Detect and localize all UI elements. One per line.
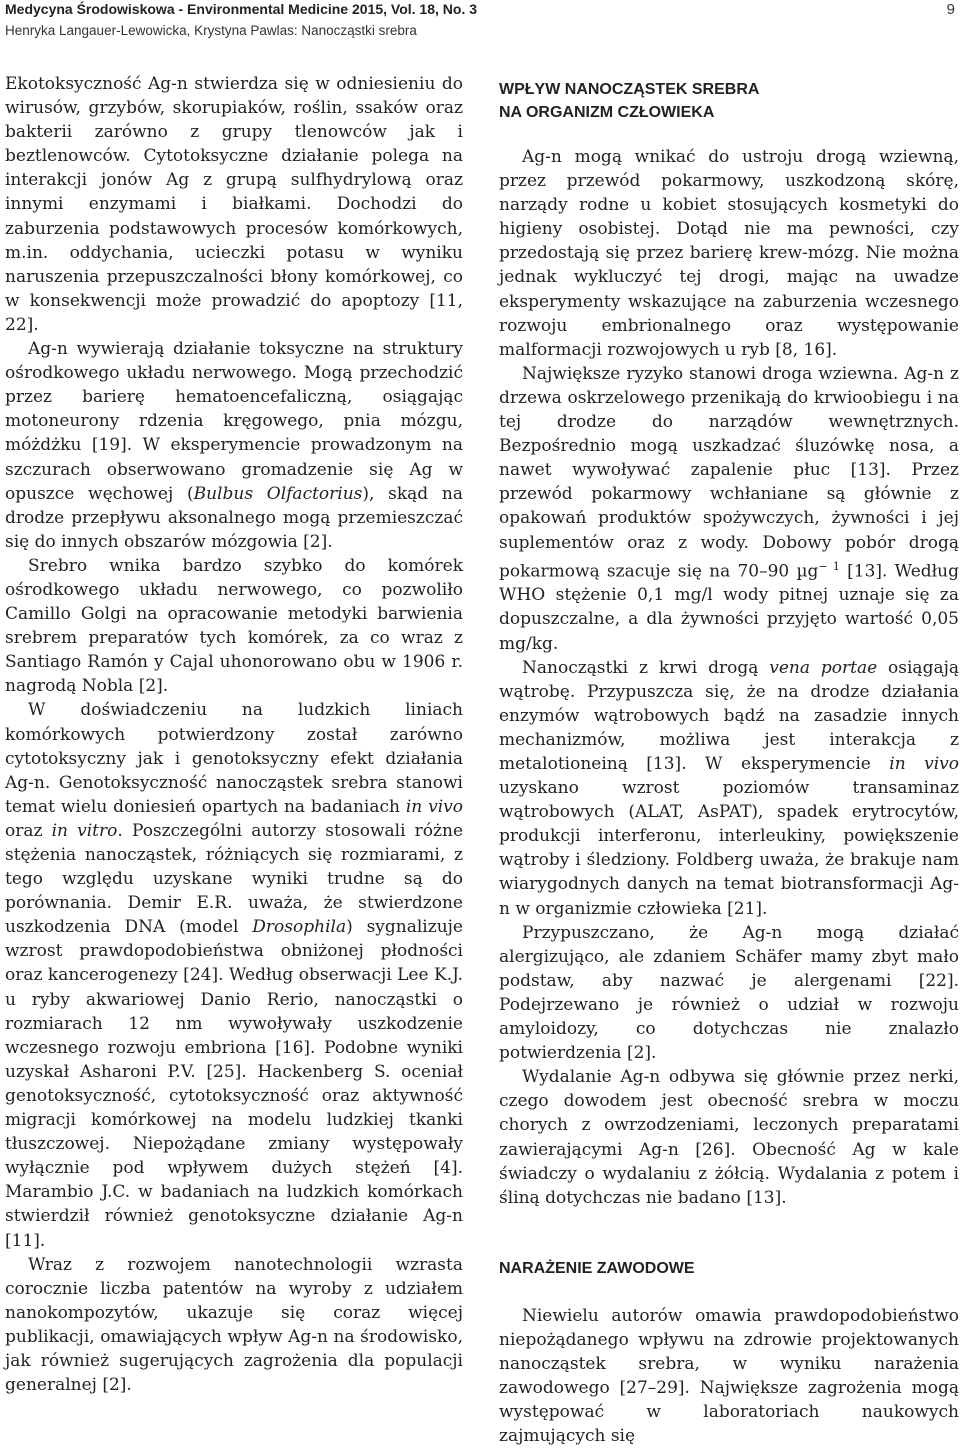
- paragraph-golgi: Srebro wnika bardzo szybko do komórek ośrodkowego układu nerwowego, co pozwoliło Camillo Golgi na opracowanie metodyki barwienia srebrem preparatów tych komórek, za co wraz z Santiago Ramón y Cajal uhonorowano obu w 1906 r. nagrodą Nobla [2].: [5, 555, 463, 697]
- paragraph-occupational: Niewielu autorów omawia prawdopodobieństwo niepożądanego wpływu na zdrowie projektowanych nanocząstek srebra, w wyniku narażenia zawodowego [27–29]. Największe zagrożenia mogą występować w laboratoriach naukowych zajmujących się: [499, 1305, 959, 1447]
- journal-title: Medycyna Środowiskowa - Environmental Medicine 2015, Vol. 18, No. 3: [5, 1, 477, 17]
- paragraph-routes: Ag-n mogą wnikać do ustroju drogą wziewną, przez przewód pokarmowy, uszkodzoną skórę, narządy rodne u kobiet stosujących kosmetyki do higieny osobistej. Dotąd nie ma pewności, czy przedostają się przez barierę krew-mózg. Nie można jednak wykluczyć tej drogi, mając na uwadze eksperymenty wskazujące na zaburzenia wczesnego rozwoju embrionalnego oraz występowanie malformacji rozwojowych u ryb [8, 16].: [499, 147, 959, 360]
- paragraph-allergy: Przypuszczano, że Ag-n mogą działać alergizująco, ale zdaniem Schäfer mamy zbyt mało podstaw, aby nazwać je alergenami [22]. Podejrzewano je również o udział w rozwoju amyloidozy, co dotychczas nie znalazło potwierdzenia [2].: [499, 922, 959, 1064]
- section-heading-effects: WPŁYW NANOCZĄSTEK SREBRA NA ORGANIZM CZŁOWIEKA: [499, 81, 760, 121]
- left-column: [5, 72, 463, 1397]
- paragraph-genotoxicity: W doświadczeniu na ludzkich liniach komórkowych potwierdzony został zarówno cytotoksyczny jak i genotoksyczny efekt działania Ag-n. Genotoksyczność nanocząstek srebra stanowi temat wielu doniesień opartych na badaniach in vivo oraz in vitro. Poszczególni autorzy stosowali różne stężenia nanocząstek, różniących się rozmiarami, z tego względu uzyskane wyniki trudne są do porównania. Demir E.R. uważa, że stwierdzone uszkodzenia DNA (model Drosophila) sygnalizuje wzrost prawdopodobieństwa obniżonej płodności oraz kancerogenezy [24]. Według obserwacji Lee K.J. u ryby akwariowej Danio Rerio, nanocząstki o rozmiarach 12 nm wywoływały uszkodzenie wczesnego rozwoju embriona [16]. Podobne wyniki uzyskał Asharoni P.V. [25]. Hackenberg S. oceniał genotoksyczność, cytotoksyczność oraz aktywność migracji komórkowej na modelu ludzkiej tkanki tłuszczowej. Niepożądane zmiany występowały wyłącznie pod wpływem dużych stężeń [4]. Marambio J.C. w badaniach na ludzkich komórkach stwierdził również genotoksyczne działanie Ag-n [11].: [5, 700, 464, 1251]
- right-column: [499, 72, 959, 1448]
- page-header: [5, 0, 955, 44]
- page-number: 9: [946, 1, 955, 18]
- section-heading-occupational: NARAŻENIE ZAWODOWE: [499, 1259, 695, 1277]
- paragraph-liver: Nanocząstki z krwi drogą vena portae osiągają wątrobę. Przypuszcza się, że na drodze działania enzymów wątrobowych bądź na zasadzie innych mechanizmów, możliwa jest interakcja z metalotioneiną [13]. W eksperymencie in vivo uzyskano wzrost poziomów transaminaz wątrobowych (ALAT, AsPAT), spadek erytrocytów, produkcji interferonu, interleukiny, powiększenie wątroby i śledziony. Foldberg uważa, że brakuje nam wiarygodnych danych na temat biotransformacji Ag-n w organizmie człowieka [21].: [499, 657, 960, 919]
- paragraph-nanotechnology: Wraz z rozwojem nanotechnologii wzrasta corocznie liczba patentów na wyroby z udziałem nanokompozytów, ukazuje się coraz więcej publikacji, omawiających wpływ Ag-n na środowisko, jak również sugerujących zagrożenia dla populacji generalnej [2].: [5, 1254, 463, 1396]
- running-authors-title: Henryka Langauer-Lewowicka, Krystyna Pawlas: Nanocząstki srebra: [5, 23, 417, 38]
- paragraph-nervous-system: Ag-n wywierają działanie toksyczne na struktury ośrodkowego układu nerwowego. Mogą przechodzić przez barierę hematoencefaliczną, osiągając motoneurony rdzenia kręgowego, pnia mózgu, móżdżku [19]. W eksperymencie prowadzonym na szczurach obserwowano gromadzenie się Ag w opuszce węchowej (Bulbus Olfactorius), skąd na drodze przepływu aksonalnego mogą przemieszczać się do innych obszarów mózgowia [2].: [5, 339, 463, 552]
- paragraph-inhalation: Największe ryzyko stanowi droga wziewna. Ag-n z drzewa oskrzelowego przenikają do krwioobiegu i na tej drodze do narządów wewnętrznych. Bezpośrednio mogą uszkadzać śluzówkę nosa, a nawet wywoływać zapalenie płuc [13]. Przez przewód pokarmowy wchłaniane są głównie z opakowań produktów spożywczych, żywności i jej suplementów oraz z wody. Dobowy pobór drogą pokarmową szacuje się na 70–90 µg$^{- 1}$ [13]. Według WHO stężenie 0,1 mg/l wody pitnej uznaje się za dopuszczalne, a dla żywności przyjęto wartość 0,05 mg/kg.: [499, 363, 960, 654]
- paragraph-excretion: Wydalanie Ag-n odbywa się głównie przez nerki, czego dowodem jest obecność srebra w moczu chorych z owrzodzeniami, leczonych preparatami zawierającymi Ag-n [26]. Obecność Ag w kale świadczy o wydalaniu z żółcią. Wydalania z potem i śliną dotychczas nie badano [13].: [499, 1067, 959, 1208]
- paragraph-ecotoxicity: Ekotoksyczność Ag-n stwierdza się w odniesieniu do wirusów, grzybów, skorupiaków, roślin, ssaków oraz bakterii zarówno z grupy tlenowców jak i beztlenowców. Cytotoksyczne działanie polega na interakcji jonów Ag z grupą sulfhydrylową oraz innymi enzymami i białkami. Dochodzi do zaburzenia podstawowych procesów komórkowych, m.in. oddychania, ucieczki potasu w wyniku naruszenia przepuszczalności błony komórkowej, co w konsekwencji może prowadzić do apoptozy [11, 22].: [5, 74, 463, 335]
